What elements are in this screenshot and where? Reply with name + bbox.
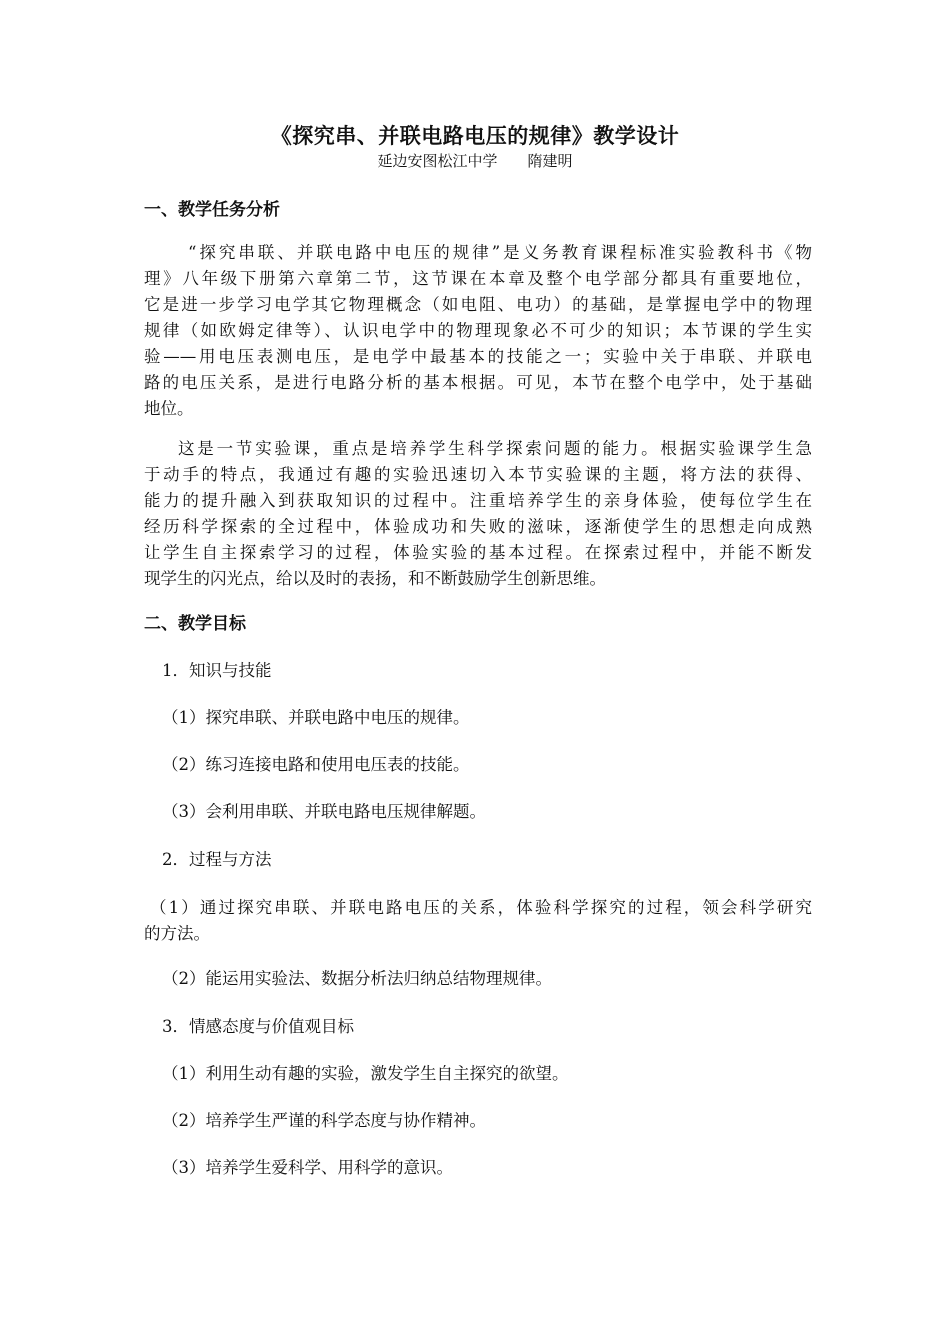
text-line: 现学生的闪光点，给以及时的表扬，和不断鼓励学生创新思维。 — [144, 569, 606, 588]
text-line: 的方法。 — [144, 924, 210, 943]
text-line: 它是进一步学习电学其它物理概念（如电阻、电功）的基础，是掌握电学中的物理 — [144, 295, 812, 314]
paragraph-task-analysis-2 — [144, 436, 812, 592]
author-school: 延边安图松江中学 — [377, 152, 498, 170]
objective-item: （1）探究串联、并联电路中电压的规律。 — [162, 708, 470, 727]
paragraph-task-analysis-1 — [144, 240, 812, 422]
objective-heading-knowledge: 1．知识与技能 — [162, 661, 272, 680]
objective-item: （3）培养学生爱科学、用科学的意识。 — [162, 1158, 453, 1177]
text-line: 路的电压关系，是进行电路分析的基本根据。可见，本节在整个电学中，处于基础 — [144, 373, 812, 392]
text-line: 能力的提升融入到获取知识的过程中。注重培养学生的亲身体验，使每位学生在 — [144, 491, 812, 510]
text-line: 让学生自主探索学习的过程，体验实验的基本过程。在探索过程中，并能不断发 — [144, 543, 812, 562]
objective-item: （2）练习连接电路和使用电压表的技能。 — [162, 755, 470, 774]
text-line: “探究串联、并联电路中电压的规律”是义务教育课程标准实验教科书《物 — [188, 243, 812, 262]
objective-item: （3）会利用串联、并联电路电压规律解题。 — [162, 802, 486, 821]
text-line: （1）通过探究串联、并联电路电压的关系，体验科学探究的过程，领会科学研究 — [150, 898, 812, 917]
objective-heading-process: 2．过程与方法 — [162, 850, 272, 869]
text-line: 于动手的特点，我通过有趣的实验迅速切入本节实验课的主题，将方法的获得、 — [144, 465, 812, 484]
document-title: 《探究串、并联电路电压的规律》教学设计 — [270, 124, 680, 148]
objective-item: （2）能运用实验法、数据分析法归纳总结物理规律。 — [162, 969, 552, 988]
objective-heading-attitude: 3．情感态度与价值观目标 — [162, 1017, 354, 1036]
objective-item: （2）培养学生严谨的科学态度与协作精神。 — [162, 1111, 486, 1130]
section-heading-task-analysis: 一、教学任务分析 — [144, 200, 280, 220]
text-line: 理》八年级下册第六章第二节，这节课在本章及整个电学部分都具有重要地位， — [144, 269, 812, 288]
text-line: 规律（如欧姆定律等）、认识电学中的物理现象必不可少的知识；本节课的学生实 — [144, 321, 812, 340]
objective-item-process-1 — [144, 895, 812, 947]
author-name: 隋建明 — [527, 152, 573, 170]
text-line: 验——用电压表测电压，是电学中最基本的技能之一；实验中关于串联、并联电 — [144, 347, 812, 366]
text-line: 地位。 — [144, 399, 194, 418]
text-line: 经历科学探索的全过程中，体验成功和失败的滋味，逐渐使学生的思想走向成熟 — [144, 517, 812, 536]
objective-item: （1）利用生动有趣的实验，激发学生自主探究的欲望。 — [162, 1064, 569, 1083]
section-heading-objectives: 二、教学目标 — [144, 614, 246, 634]
text-line: 这是一节实验课，重点是培养学生科学探索问题的能力。根据实验课学生急 — [178, 439, 812, 458]
author-line — [0, 150, 950, 172]
